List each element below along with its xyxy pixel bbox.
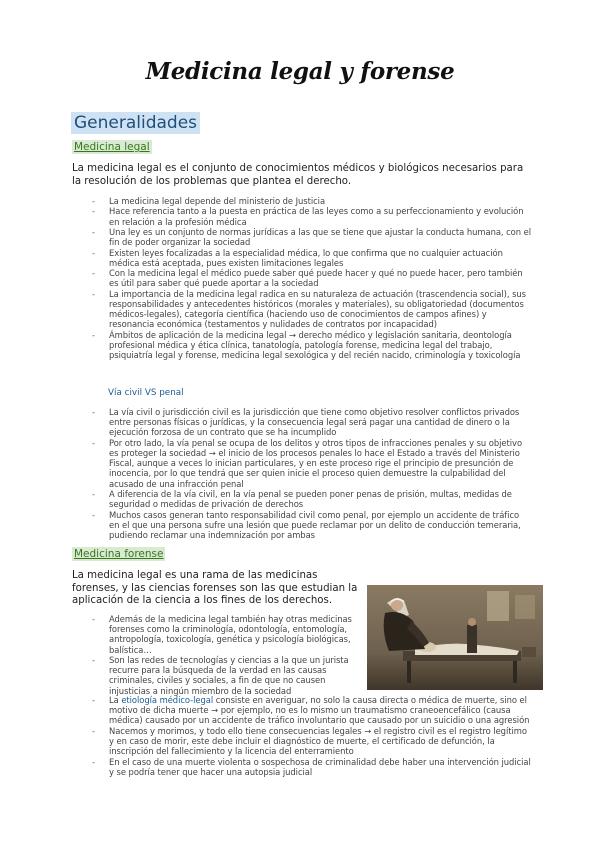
list-item: - La medicina legal depende del ministerio de Justicia — [92, 196, 532, 206]
heading-medicina-legal: Medicina legal — [74, 141, 150, 153]
etiology-rest: consiste en averiguar, no solo la causa directa o médica de muerte, sino el motivo de dicha muerte → por ejemplo, no es lo mismo un traumatismo craneoencefálico (causa médica) causado por un accidente de tráfico involuntario que causado por un suicidio o una agresión — [109, 695, 530, 726]
list-item: - Ámbitos de aplicación de la medicina legal → derecho médico y legislación sanitaria, deontología profesional médica y ética clínica, tanatología, patología forense, medicina legal del trabajo, psiquiatría legal y forense, medicina legal sexológica y del recién nacido, criminología y toxicología — [92, 330, 532, 361]
page-title: Medicina legal y forense — [145, 58, 455, 85]
list-medicina-legal — [92, 196, 532, 361]
etiology-prefix: La — [109, 695, 122, 705]
forensic-painting-image — [367, 585, 543, 690]
list-item: - Por otro lado, la vía penal se ocupa de los delitos y otros tipos de infracciones penales y su objetivo es proteger la sociedad → el inicio de los procesos penales lo hace el Estado a través del Ministerio Fiscal, aunque a veces lo inician particulares, y en este proceso rige el principio de presunción de inocencia, por lo que tendrá que ser quien inicie el proceso quien demuestre la culpabilidad del acusado de una infracción penal — [92, 438, 532, 489]
list-item: - Una ley es un conjunto de normas jurídicas a las que se tiene que ajustar la conducta humana, con el fin de poder organizar la sociedad — [92, 227, 532, 247]
list-item: - Además de la medicina legal también hay otras medicinas forenses como la criminología, odontología, entomología, antropología, toxicología, genética y psicología biológicas, balística… — [92, 614, 357, 655]
list-item: - La importancia de la medicina legal radica en su naturaleza de actuación (trascendencia social), sus responsabilidades y antecedentes históricos (morales y materiales), su obligatoriedad (documentos médicos-legales), categoría científica (haciendo uso de conocimientos de campos afines) y resonancia económica (testamentos y nulidades de contratos por incapacidad) — [92, 289, 532, 330]
list-item: - En el caso de una muerte violenta o sospechosa de criminalidad debe haber una intervención judicial y se podría tener que hacer una autopsia judicial — [92, 757, 532, 777]
list-item: - Con la medicina legal el médico puede saber qué puede hacer y qué no puede hacer, pero también es útil para saber qué puede aportar a la sociedad — [92, 268, 532, 288]
list-item: - La vía civil o jurisdicción civil es la jurisdicción que tiene como objetivo resolver conflictos privados entre personas físicas o jurídicas, y la consecuencia legal será pagar una cantidad de dinero o la ejecución forzosa de un contrato que se ha incumplido — [92, 407, 532, 438]
intro-medicina-forense: La medicina legal es una rama de las medicinas forenses, y las ciencias forenses son las que estudian la aplicación de la ciencia a los fines de los derechos. — [72, 570, 358, 606]
list-item: - Nacemos y morimos, y todo ello tiene consecuencias legales → el registro civil es el registro legítimo y en caso de morir, este debe incluir el diagnóstico de muerte, el certificado de defunción, la inscripción del fallecimiento y la licencia del enterramiento — [92, 726, 532, 757]
list-item: - Muchos casos generan tanto responsabilidad civil como penal, por ejemplo un accidente de tráfico en el que una persona sufre una lesión que puede reclamar por un delito de conducción temeraria, pudiendo reclamar una indemnización por ambas — [92, 510, 532, 541]
etiology-term: etiología médico-legal — [121, 695, 214, 705]
heading-medicina-forense: Medicina forense — [74, 548, 164, 560]
list-item: - Hace referencia tanto a la puesta en práctica de las leyes como a su perfeccionamiento y evolución en relación a la profesión médica — [92, 206, 532, 226]
list-item: - Son las redes de tecnologías y ciencias a la que un jurista recurre para la búsqueda de la verdad en las causas criminales, civiles y sociales, a fin de que no causen injusticias a ningún miembro de la sociedad — [92, 655, 357, 696]
intro-medicina-legal: La medicina legal es el conjunto de conocimientos médicos y biológicos necesarios para la resolución de los problemas que plantea el derecho. — [72, 163, 524, 187]
list-item — [92, 695, 532, 726]
list-medicina-forense-a — [92, 614, 357, 696]
subheading-via-civil-penal: Vía civil VS penal — [108, 388, 184, 398]
section-heading-generalidades: Generalidades — [71, 112, 200, 134]
list-via-civil-penal — [92, 407, 532, 540]
list-medicina-forense-b — [92, 695, 532, 777]
list-item: - A diferencia de la vía civil, en la vía penal se pueden poner penas de prisión, multas, medidas de seguridad o medidas de privación de derechos — [92, 489, 532, 509]
list-item: - Existen leyes focalizadas a la especialidad médica, lo que confirma que no cualquier actuación médica está aceptada, pues existen limitaciones legales — [92, 248, 532, 268]
